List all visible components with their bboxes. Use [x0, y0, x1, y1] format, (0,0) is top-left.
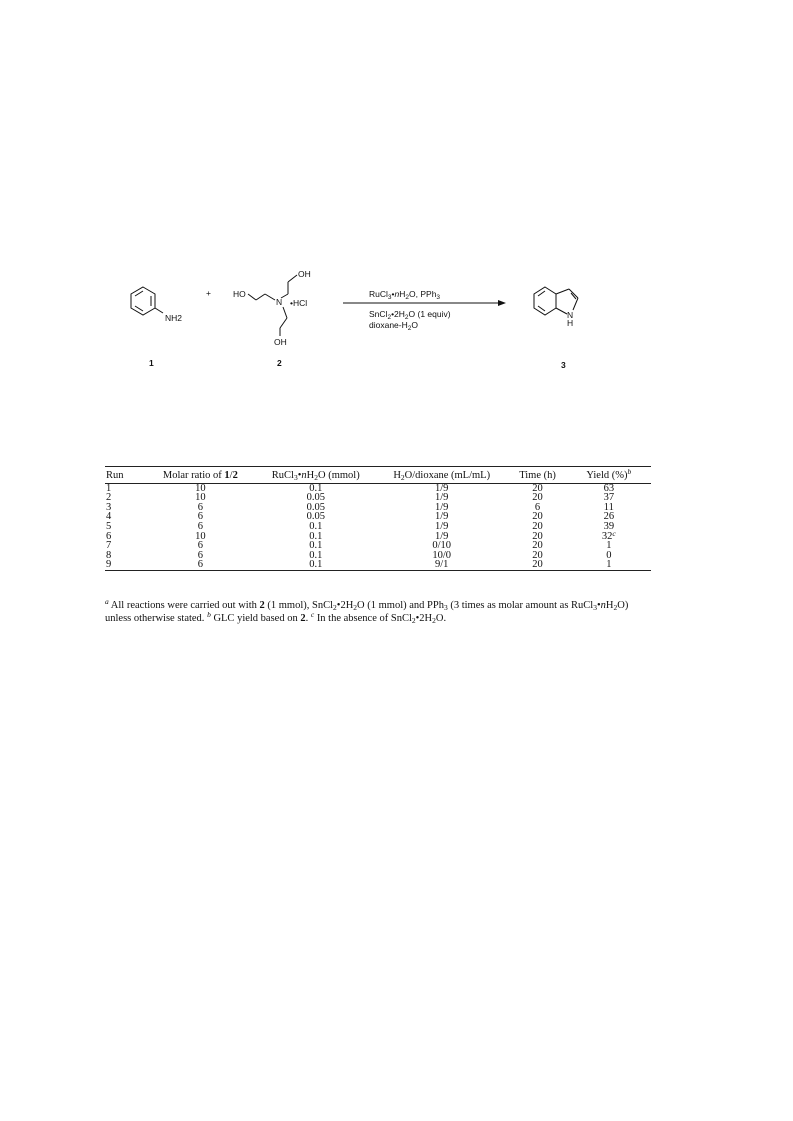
cell-yield-value: 1: [606, 540, 612, 552]
header-yield: Yield (%)$^b$: [586, 467, 632, 481]
nitrogen-label: N: [276, 297, 283, 307]
cell-h2o-value: 1/9: [435, 520, 449, 532]
table-row: [105, 541, 651, 551]
compound-2-number: 2: [277, 358, 282, 368]
cell-ratio-value: 6: [197, 549, 203, 561]
cell-ru-value: 0.1: [309, 559, 323, 571]
header-run: Run: [106, 470, 124, 481]
cell-ru-value: 0.05: [306, 511, 325, 523]
cell-yield-value: 39: [603, 520, 615, 532]
table-body: [105, 483, 651, 570]
cell-run-value: 1: [106, 482, 112, 494]
table-footnote: $^a$ All reactions were carried out with 2 (1 mmol), $SnCl_2•2H_2O$ (1 mmol) and PPh$_3$ (3 times as molar amount as $RuCl_3•nH_2O$) unless otherwise stated. $^b$ GLC yield based on 2. $^c$ In the absence of $SnCl_2•2H_2O$.: [105, 597, 629, 625]
cell-yield: [567, 560, 651, 570]
table-row: [105, 522, 651, 532]
cell-run-value: 7: [106, 540, 112, 552]
ho-left-label: HO: [233, 289, 246, 299]
cell-time-value: 20: [532, 549, 543, 561]
cell-ru-value: 0.05: [306, 492, 325, 504]
cell-ratio-value: 10: [195, 482, 206, 494]
condition-line-1: $RuCl_3•nH_2O$, PPh$_3$: [369, 289, 441, 301]
cell-time-value: 20: [532, 492, 543, 504]
header-ru-amount: $RuCl_3•nH_2O$ (mmol): [271, 470, 360, 482]
table-row: [105, 493, 651, 503]
cell-run-value: 6: [106, 530, 112, 542]
cell-time-value: 20: [532, 511, 543, 523]
cell-yield-value: 1: [606, 559, 612, 571]
indole-h-label: H: [567, 318, 574, 328]
cell-time-value: 20: [532, 482, 543, 494]
cell-run-value: 8: [106, 549, 112, 561]
cell-ratio-value: 10: [195, 492, 206, 504]
cell-ratio: [144, 560, 256, 570]
cell-ratio-value: 6: [197, 559, 203, 571]
yield-footnote-mark: c: [612, 528, 616, 538]
cell-time: [508, 560, 566, 570]
results-table: [105, 466, 651, 571]
arrow-head: [498, 300, 506, 306]
cell-time-value: 6: [534, 501, 541, 513]
cell-yield-value: 11: [603, 501, 614, 513]
cell-time-value: 20: [532, 559, 543, 571]
cell-time-value: 20: [532, 540, 543, 552]
table-row: [105, 512, 651, 522]
cell-yield-value: 32: [601, 530, 613, 542]
condition-line-3: dioxane-$H_2O$: [369, 320, 418, 332]
cell-h2o-value: 1/9: [435, 501, 449, 513]
cell-ru-value: 0.05: [306, 501, 325, 513]
hcl-label: •HCl: [290, 298, 308, 308]
cell-ratio-value: 6: [197, 540, 203, 552]
cell-run-value: 9: [106, 559, 112, 571]
cell-time-value: 20: [532, 520, 543, 532]
compound-1-number: 1: [149, 358, 154, 368]
table-row: [105, 503, 651, 513]
cell-ratio-value: 6: [197, 501, 203, 513]
cell-h2o-value: 1/9: [435, 511, 449, 523]
cell-h2o-value: 1/9: [435, 530, 449, 542]
cell-ru-value: 0.1: [309, 482, 323, 494]
cell-run-value: 5: [106, 520, 112, 532]
results-table-wrapper: [105, 466, 651, 571]
cell-yield-value: 0: [606, 549, 612, 561]
cell-h2o-value: 10/0: [432, 549, 452, 561]
cell-h2o-value: 1/9: [435, 492, 449, 504]
reaction-scheme: [105, 258, 651, 378]
table-row: [105, 551, 651, 561]
indole-n-label: N: [567, 310, 574, 320]
nh2-label: NH2: [165, 313, 183, 323]
cell-time-value: 20: [532, 530, 543, 542]
cell-ratio-value: 6: [197, 511, 203, 523]
table-row: [105, 483, 651, 493]
aniline-nh2-bond: [155, 308, 163, 313]
cell-yield-value: 26: [603, 511, 615, 523]
table-row: [105, 560, 651, 570]
cell-run-value: 4: [106, 511, 112, 523]
cell-run-value: 3: [106, 501, 112, 513]
cell-ru: [257, 560, 375, 570]
cell-yield-value: 63: [603, 482, 615, 494]
cell-ru-value: 0.1: [309, 520, 323, 532]
header-solvent-ratio: $H_2O$/dioxane (mL/mL): [393, 470, 491, 482]
cell-ru-value: 0.1: [309, 530, 323, 542]
table-row: [105, 532, 651, 542]
cell-h2o-value: 9/1: [435, 559, 449, 571]
condition-line-2: $SnCl_2•2H_2O$ (1 equiv): [369, 309, 451, 321]
cell-h2o-value: 0/10: [432, 540, 452, 552]
compound-3-number: 3: [561, 360, 566, 370]
cell-ru-value: 0.1: [309, 549, 323, 561]
oh-bottom-label: OH: [274, 337, 287, 347]
cell-ratio-value: 6: [197, 520, 203, 532]
cell-ru-value: 0.1: [309, 540, 323, 552]
cell-run-value: 2: [106, 492, 112, 504]
plus-sign: +: [206, 288, 211, 298]
cell-yield-value: 37: [603, 492, 615, 504]
header-time: Time (h): [519, 470, 556, 481]
oh-top-label: OH: [298, 269, 311, 279]
cell-run: [105, 560, 144, 570]
header-molar-ratio: Molar ratio of 1/2: [162, 470, 238, 481]
table-header-row: [105, 467, 651, 484]
cell-ratio-value: 10: [195, 530, 206, 542]
cell-h2o-value: 1/9: [435, 482, 449, 494]
cell-h2o: [375, 560, 508, 570]
